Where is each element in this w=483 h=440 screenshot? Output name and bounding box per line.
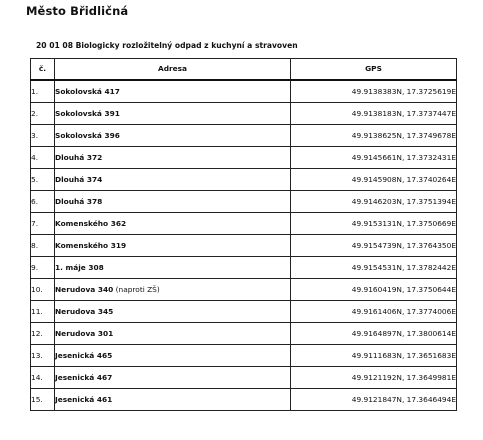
street-name: Jesenická 467 — [55, 372, 113, 382]
row-address — [55, 169, 291, 191]
row-number: 15. — [31, 389, 55, 411]
row-address — [55, 279, 291, 301]
row-number: 3. — [31, 125, 55, 147]
table-row — [31, 191, 457, 213]
address-note: (naproti ZŠ) — [113, 284, 160, 294]
row-number: 13. — [31, 345, 55, 367]
row-number: 9. — [31, 257, 55, 279]
row-number: 5. — [31, 169, 55, 191]
row-gps: 49.9146203N, 17.3751394E — [291, 191, 457, 213]
row-number: 11. — [31, 301, 55, 323]
row-gps: 49.9164897N, 17.3800614E — [291, 323, 457, 345]
row-address — [55, 323, 291, 345]
row-address — [55, 213, 291, 235]
table-row — [31, 389, 457, 411]
table-row — [31, 279, 457, 301]
table-row — [31, 147, 457, 169]
street-name: Dlouhá 378 — [55, 196, 103, 206]
street-name: Jesenická 465 — [55, 350, 113, 360]
table-row — [31, 169, 457, 191]
street-name: Dlouhá 374 — [55, 174, 103, 184]
table-row — [31, 367, 457, 389]
row-gps: 49.9154531N, 17.3782442E — [291, 257, 457, 279]
row-gps: 49.9160419N, 17.3750644E — [291, 279, 457, 301]
row-address — [55, 257, 291, 279]
table-row — [31, 213, 457, 235]
document-subtitle: 20 01 08 Biologicky rozložitelný odpad z kuchyní a stravoven — [36, 41, 298, 50]
street-name: Nerudova 345 — [55, 306, 114, 316]
row-address — [55, 235, 291, 257]
row-address — [55, 103, 291, 125]
street-name: Sokolovská 396 — [55, 130, 120, 140]
street-name: Sokolovská 391 — [55, 108, 120, 118]
row-gps: 49.9145908N, 17.3740264E — [291, 169, 457, 191]
street-name: Nerudova 340 — [55, 284, 114, 294]
header-number: č. — [31, 59, 55, 81]
row-address — [55, 389, 291, 411]
street-name: Komenského 362 — [55, 218, 127, 228]
street-name: 1. máje 308 — [55, 262, 104, 272]
row-gps: 49.9161406N, 17.3774006E — [291, 301, 457, 323]
table-row — [31, 80, 457, 103]
row-address — [55, 301, 291, 323]
row-number: 10. — [31, 279, 55, 301]
street-name: Jesenická 461 — [55, 394, 113, 404]
header-gps: GPS — [291, 59, 457, 81]
row-number: 12. — [31, 323, 55, 345]
row-gps: 49.9138625N, 17.3749678E — [291, 125, 457, 147]
row-number: 8. — [31, 235, 55, 257]
street-name: Komenského 319 — [55, 240, 127, 250]
row-address — [55, 147, 291, 169]
row-gps: 49.9121847N, 17.3646494E — [291, 389, 457, 411]
table-row — [31, 125, 457, 147]
page-title: Město Břidličná — [26, 4, 129, 18]
row-address — [55, 125, 291, 147]
row-gps: 49.9121192N, 17.3649981E — [291, 367, 457, 389]
table-row — [31, 257, 457, 279]
row-gps: 49.9138183N, 17.3737447E — [291, 103, 457, 125]
row-number: 7. — [31, 213, 55, 235]
row-address — [55, 367, 291, 389]
row-number: 6. — [31, 191, 55, 213]
table-row — [31, 235, 457, 257]
row-address — [55, 345, 291, 367]
row-gps: 49.9153131N, 17.3750669E — [291, 213, 457, 235]
row-number: 1. — [31, 80, 55, 103]
table-body — [31, 80, 457, 411]
table-row — [31, 345, 457, 367]
table-row — [31, 103, 457, 125]
street-name: Dlouhá 372 — [55, 152, 103, 162]
table-row — [31, 301, 457, 323]
row-address — [55, 191, 291, 213]
row-number: 14. — [31, 367, 55, 389]
table-row — [31, 323, 457, 345]
row-gps: 49.9145661N, 17.3732431E — [291, 147, 457, 169]
row-gps: 49.9111683N, 17.3651683E — [291, 345, 457, 367]
row-address — [55, 80, 291, 103]
row-number: 2. — [31, 103, 55, 125]
street-name: Nerudova 301 — [55, 328, 114, 338]
locations-table — [30, 58, 457, 411]
row-gps: 49.9154739N, 17.3764350E — [291, 235, 457, 257]
street-name: Sokolovská 417 — [55, 86, 120, 96]
header-address: Adresa — [55, 59, 291, 81]
table-header-row — [31, 59, 457, 81]
row-number: 4. — [31, 147, 55, 169]
row-gps: 49.9138383N, 17.3725619E — [291, 80, 457, 103]
